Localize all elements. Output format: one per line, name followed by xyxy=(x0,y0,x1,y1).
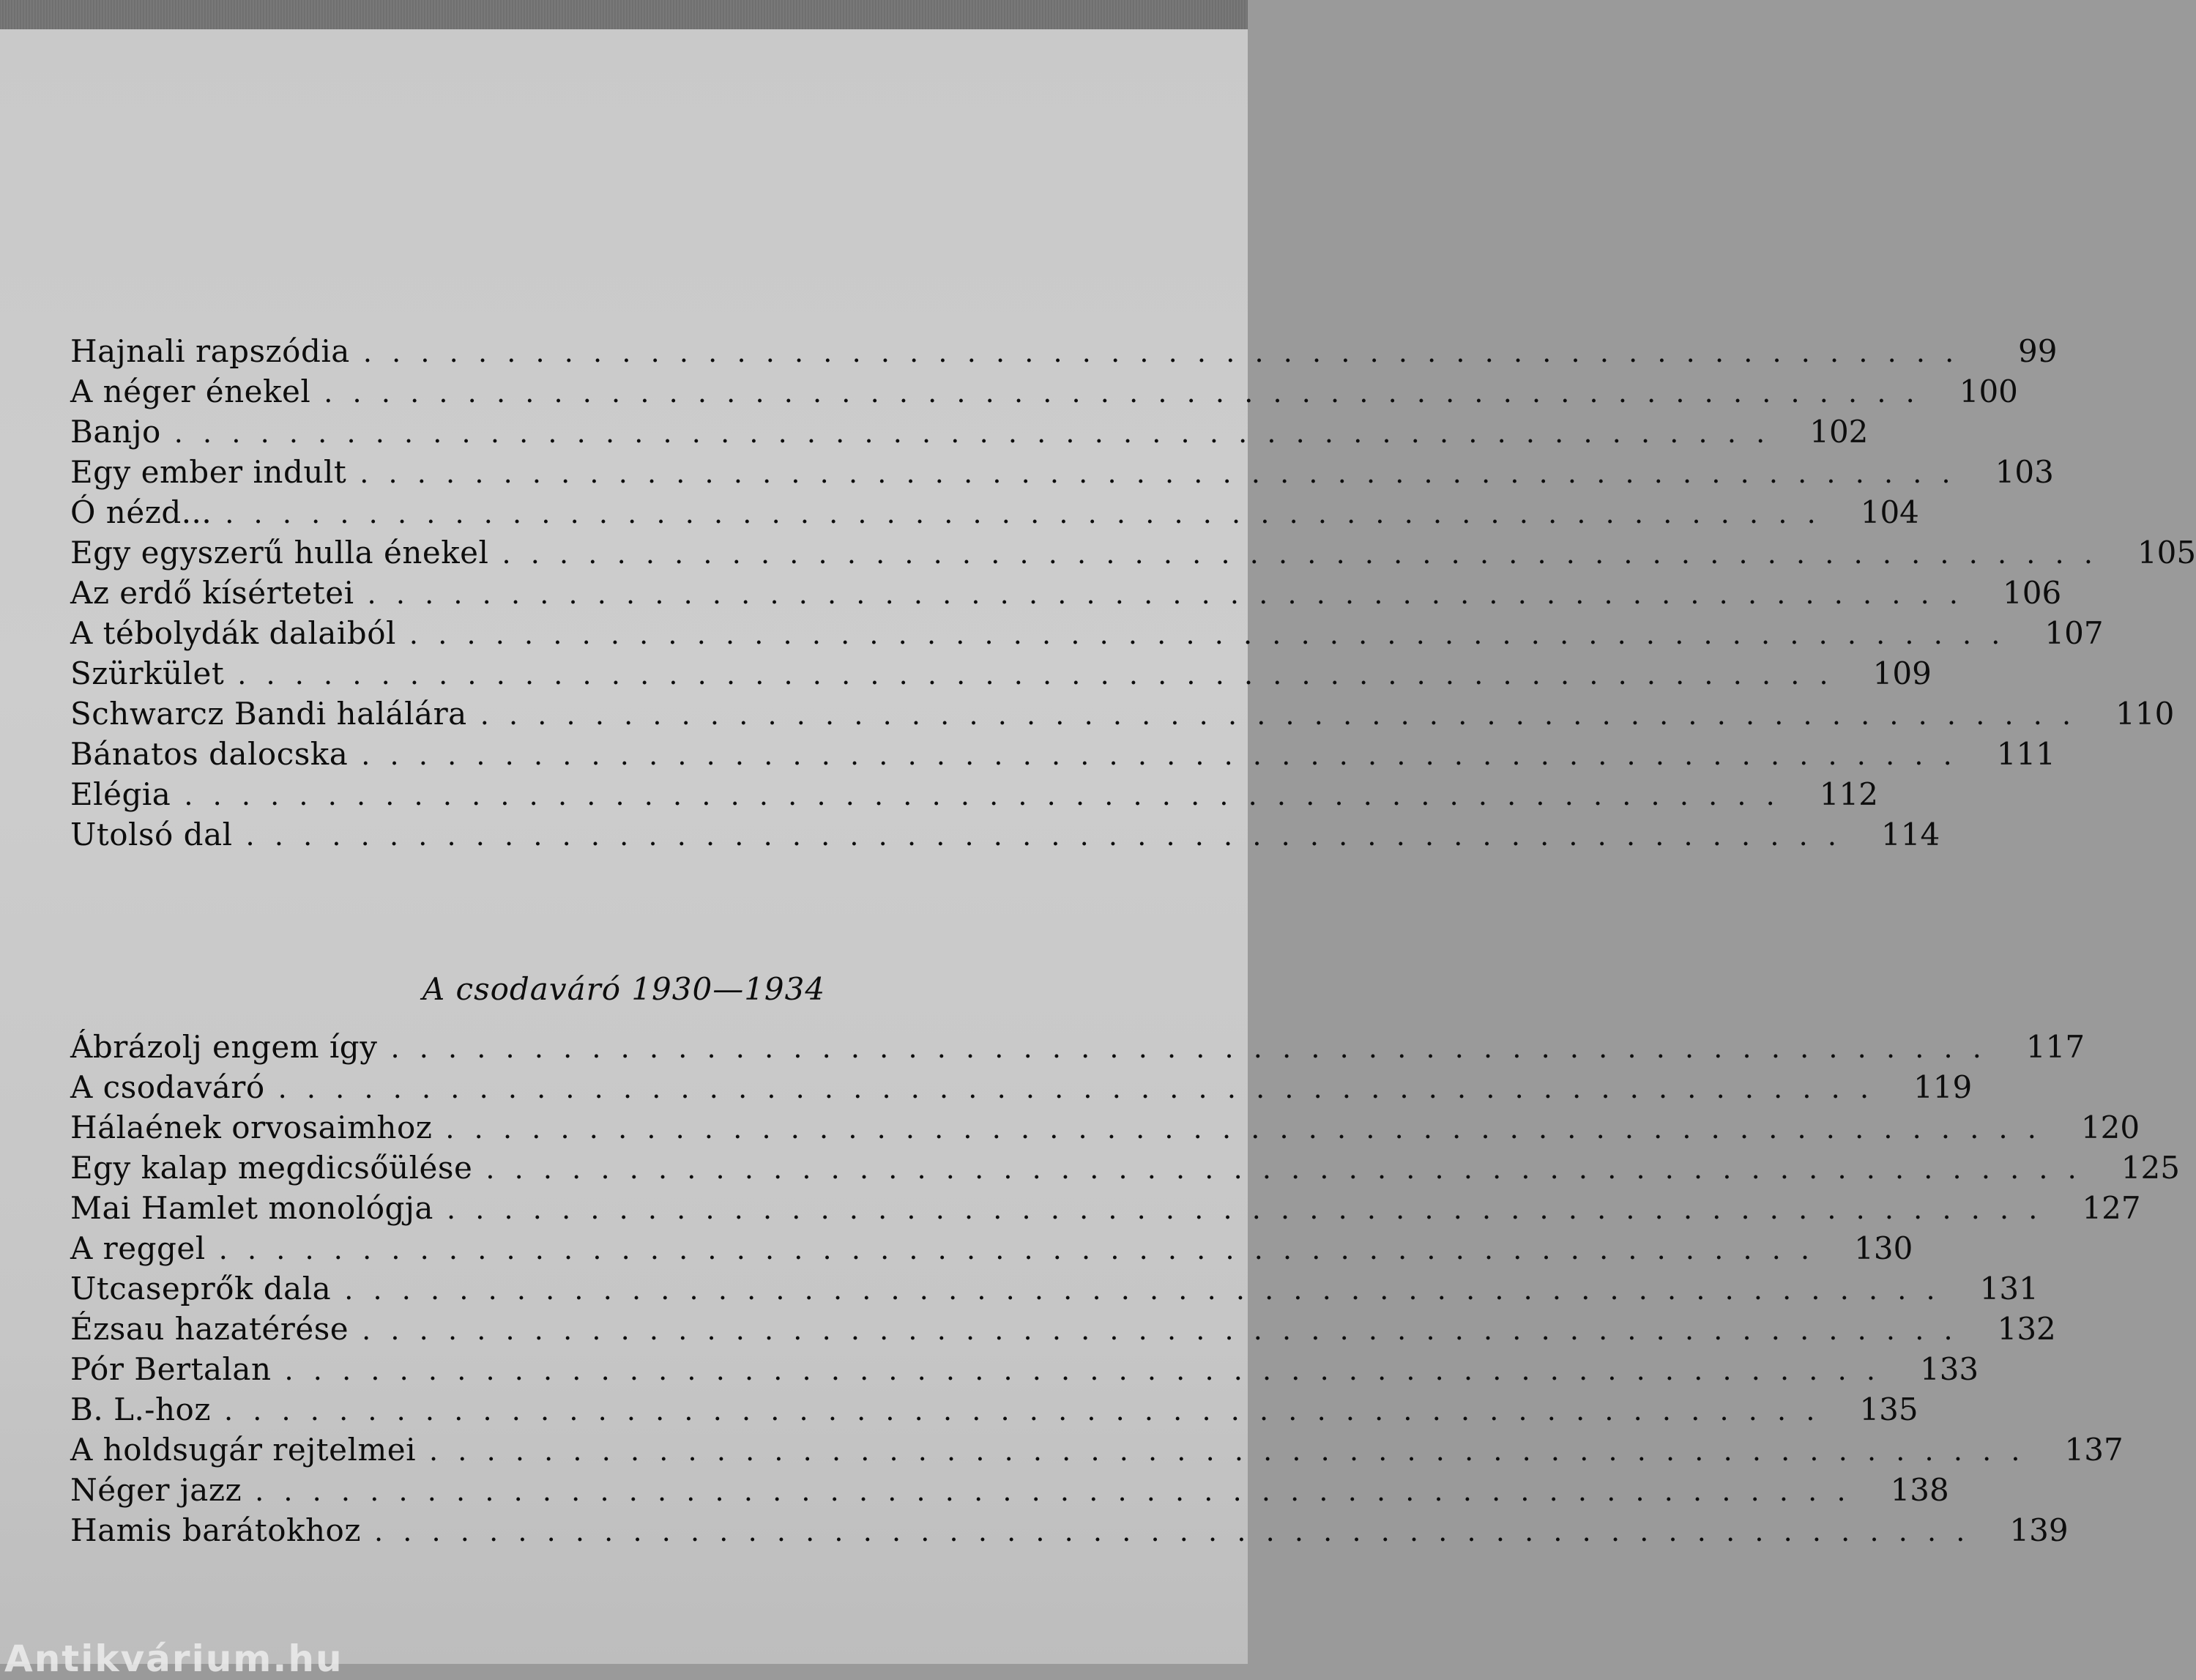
toc-entry xyxy=(70,1188,2141,1228)
entry-title: Bánatos dalocska xyxy=(70,736,349,772)
entry-page-number: 125 xyxy=(2121,1150,2180,1186)
entry-page-number: 107 xyxy=(2044,615,2104,651)
entry-page-number: 110 xyxy=(2115,696,2175,732)
toc-entry xyxy=(70,613,2104,653)
entry-title: Egy kalap megdicsőülése xyxy=(70,1150,473,1186)
toc-entry xyxy=(70,452,2054,492)
entry-page-number: 127 xyxy=(2082,1190,2141,1226)
leader-dots: ........................................................ xyxy=(361,739,1972,771)
toc-entry xyxy=(70,1268,2039,1309)
leader-dots: ........................................................ xyxy=(278,1072,1889,1104)
entry-title: Ábrázolj engem így xyxy=(70,1029,378,1065)
entry-page-number: 114 xyxy=(1881,817,1940,852)
toc-entry xyxy=(70,1349,1979,1389)
entry-title: Az erdő kísértetei xyxy=(70,575,354,611)
toc-entry xyxy=(70,1510,2069,1550)
entry-title: Schwarcz Bandi halálára xyxy=(70,696,467,732)
toc-section-2 xyxy=(70,1027,2180,1550)
section-heading: A csodaváró 1930—1934 xyxy=(422,971,826,1007)
entry-title: Pór Bertalan xyxy=(70,1351,272,1387)
toc-entry xyxy=(70,1027,2085,1067)
entry-title: Utcaseprők dala xyxy=(70,1271,332,1307)
entry-page-number: 112 xyxy=(1819,776,1878,812)
entry-title: Egy ember indult xyxy=(70,454,347,490)
leader-dots: ........................................................ xyxy=(218,1233,1830,1265)
toc-entry xyxy=(70,1470,1949,1510)
entry-title: A tébolydák dalaiból xyxy=(70,615,396,651)
entry-title: Hajnali rapszódia xyxy=(70,333,350,369)
leader-dots: ........................................................ xyxy=(174,417,1785,449)
entry-page-number: 103 xyxy=(1995,454,2054,490)
entry-page-number: 106 xyxy=(2003,575,2062,611)
entry-title: Egy egyszerű hulla énekel xyxy=(70,535,489,570)
toc-entry xyxy=(70,1389,1918,1430)
toc-entry xyxy=(70,492,1919,532)
toc-entry xyxy=(70,734,2055,774)
entry-title: Hamis barátokhoz xyxy=(70,1512,361,1548)
leader-dots: ........................................................ xyxy=(429,1435,2040,1467)
leader-dots: ........................................................ xyxy=(502,538,2113,570)
toc-section-1 xyxy=(70,331,2196,855)
entry-title: Banjo xyxy=(70,414,161,450)
leader-dots: ........................................................ xyxy=(344,1274,1955,1306)
entry-title: Hálaének orvosaimhoz xyxy=(70,1110,433,1145)
entry-page-number: 137 xyxy=(2064,1432,2124,1468)
entry-page-number: 138 xyxy=(1890,1472,1949,1508)
toc-entry xyxy=(70,532,2196,573)
entry-title: A holdsugár rejtelmei xyxy=(70,1432,417,1468)
toc-entry xyxy=(70,1148,2180,1188)
toc-entry xyxy=(70,694,2175,734)
toc-entry xyxy=(70,1430,2124,1470)
entry-page-number: 109 xyxy=(1872,655,1932,691)
leader-dots: ........................................................ xyxy=(360,457,1970,489)
toc-entry xyxy=(70,1309,2056,1349)
toc-entry xyxy=(70,412,1869,452)
leader-dots: ........................................................ xyxy=(390,1032,2002,1064)
leader-dots: ........................................................ xyxy=(480,699,2091,731)
toc-entry xyxy=(70,774,1878,814)
leader-dots: ........................................................ xyxy=(184,779,1795,811)
toc-entry xyxy=(70,1228,1913,1268)
toc-entry xyxy=(70,331,2058,371)
toc-entry xyxy=(70,573,2062,613)
leader-dots: ........................................................ xyxy=(362,336,1974,368)
entry-page-number: 111 xyxy=(1996,736,2055,772)
entry-page-number: 100 xyxy=(1959,373,2018,409)
leader-dots: ........................................................ xyxy=(485,1153,2096,1185)
toc-entry xyxy=(70,653,1932,694)
entry-title: B. L.-hoz xyxy=(70,1391,211,1427)
entry-page-number: 105 xyxy=(2137,535,2196,570)
entry-page-number: 132 xyxy=(1997,1311,2056,1347)
entry-title: Utolsó dal xyxy=(70,817,233,852)
leader-dots: ........................................................ xyxy=(284,1354,1896,1386)
entry-title: Ézsau hazatérése xyxy=(70,1311,349,1347)
entry-title: A néger énekel xyxy=(70,373,311,409)
entry-title: A csodaváró xyxy=(70,1069,265,1105)
entry-page-number: 102 xyxy=(1809,414,1869,450)
leader-dots: ........................................................ xyxy=(446,1193,2058,1225)
entry-page-number: 117 xyxy=(2025,1029,2085,1065)
leader-dots: ........................................................ xyxy=(245,819,1857,852)
watermark: Antikvárium.hu xyxy=(4,1638,343,1680)
leader-dots: ........................................................ xyxy=(445,1112,2057,1145)
entry-page-number: 99 xyxy=(2018,333,2058,369)
entry-page-number: 104 xyxy=(1860,494,1919,530)
entry-page-number: 133 xyxy=(1919,1351,1979,1387)
entry-page-number: 119 xyxy=(1913,1069,1973,1105)
toc-entry xyxy=(70,371,2018,412)
toc-entry xyxy=(70,1107,2140,1148)
leader-dots: ........................................................ xyxy=(237,658,1848,691)
entry-title: Néger jazz xyxy=(70,1472,242,1508)
leader-dots: ........................................................ xyxy=(324,376,1935,409)
toc-entry xyxy=(70,1067,1973,1107)
leader-dots: ........................................................ xyxy=(362,1314,1973,1346)
entry-page-number: 135 xyxy=(1859,1391,1918,1427)
leader-dots: ........................................................ xyxy=(225,497,1836,529)
entry-title: Mai Hamlet monológja xyxy=(70,1190,433,1226)
leader-dots: ........................................................ xyxy=(409,618,2020,650)
entry-page-number: 120 xyxy=(2080,1110,2140,1145)
entry-page-number: 131 xyxy=(1979,1271,2039,1307)
entry-title: Ó nézd... xyxy=(70,494,212,530)
leader-dots: ........................................................ xyxy=(373,1515,1985,1547)
leader-dots: ........................................................ xyxy=(367,578,1979,610)
leader-dots: ........................................................ xyxy=(255,1475,1866,1507)
leader-dots: ........................................................ xyxy=(223,1394,1835,1427)
entry-title: Elégia xyxy=(70,776,171,812)
entry-title: A reggel xyxy=(70,1230,206,1266)
entry-title: Szürkület xyxy=(70,655,225,691)
toc-entry xyxy=(70,814,1940,855)
entry-page-number: 139 xyxy=(2009,1512,2069,1548)
entry-page-number: 130 xyxy=(1854,1230,1913,1266)
